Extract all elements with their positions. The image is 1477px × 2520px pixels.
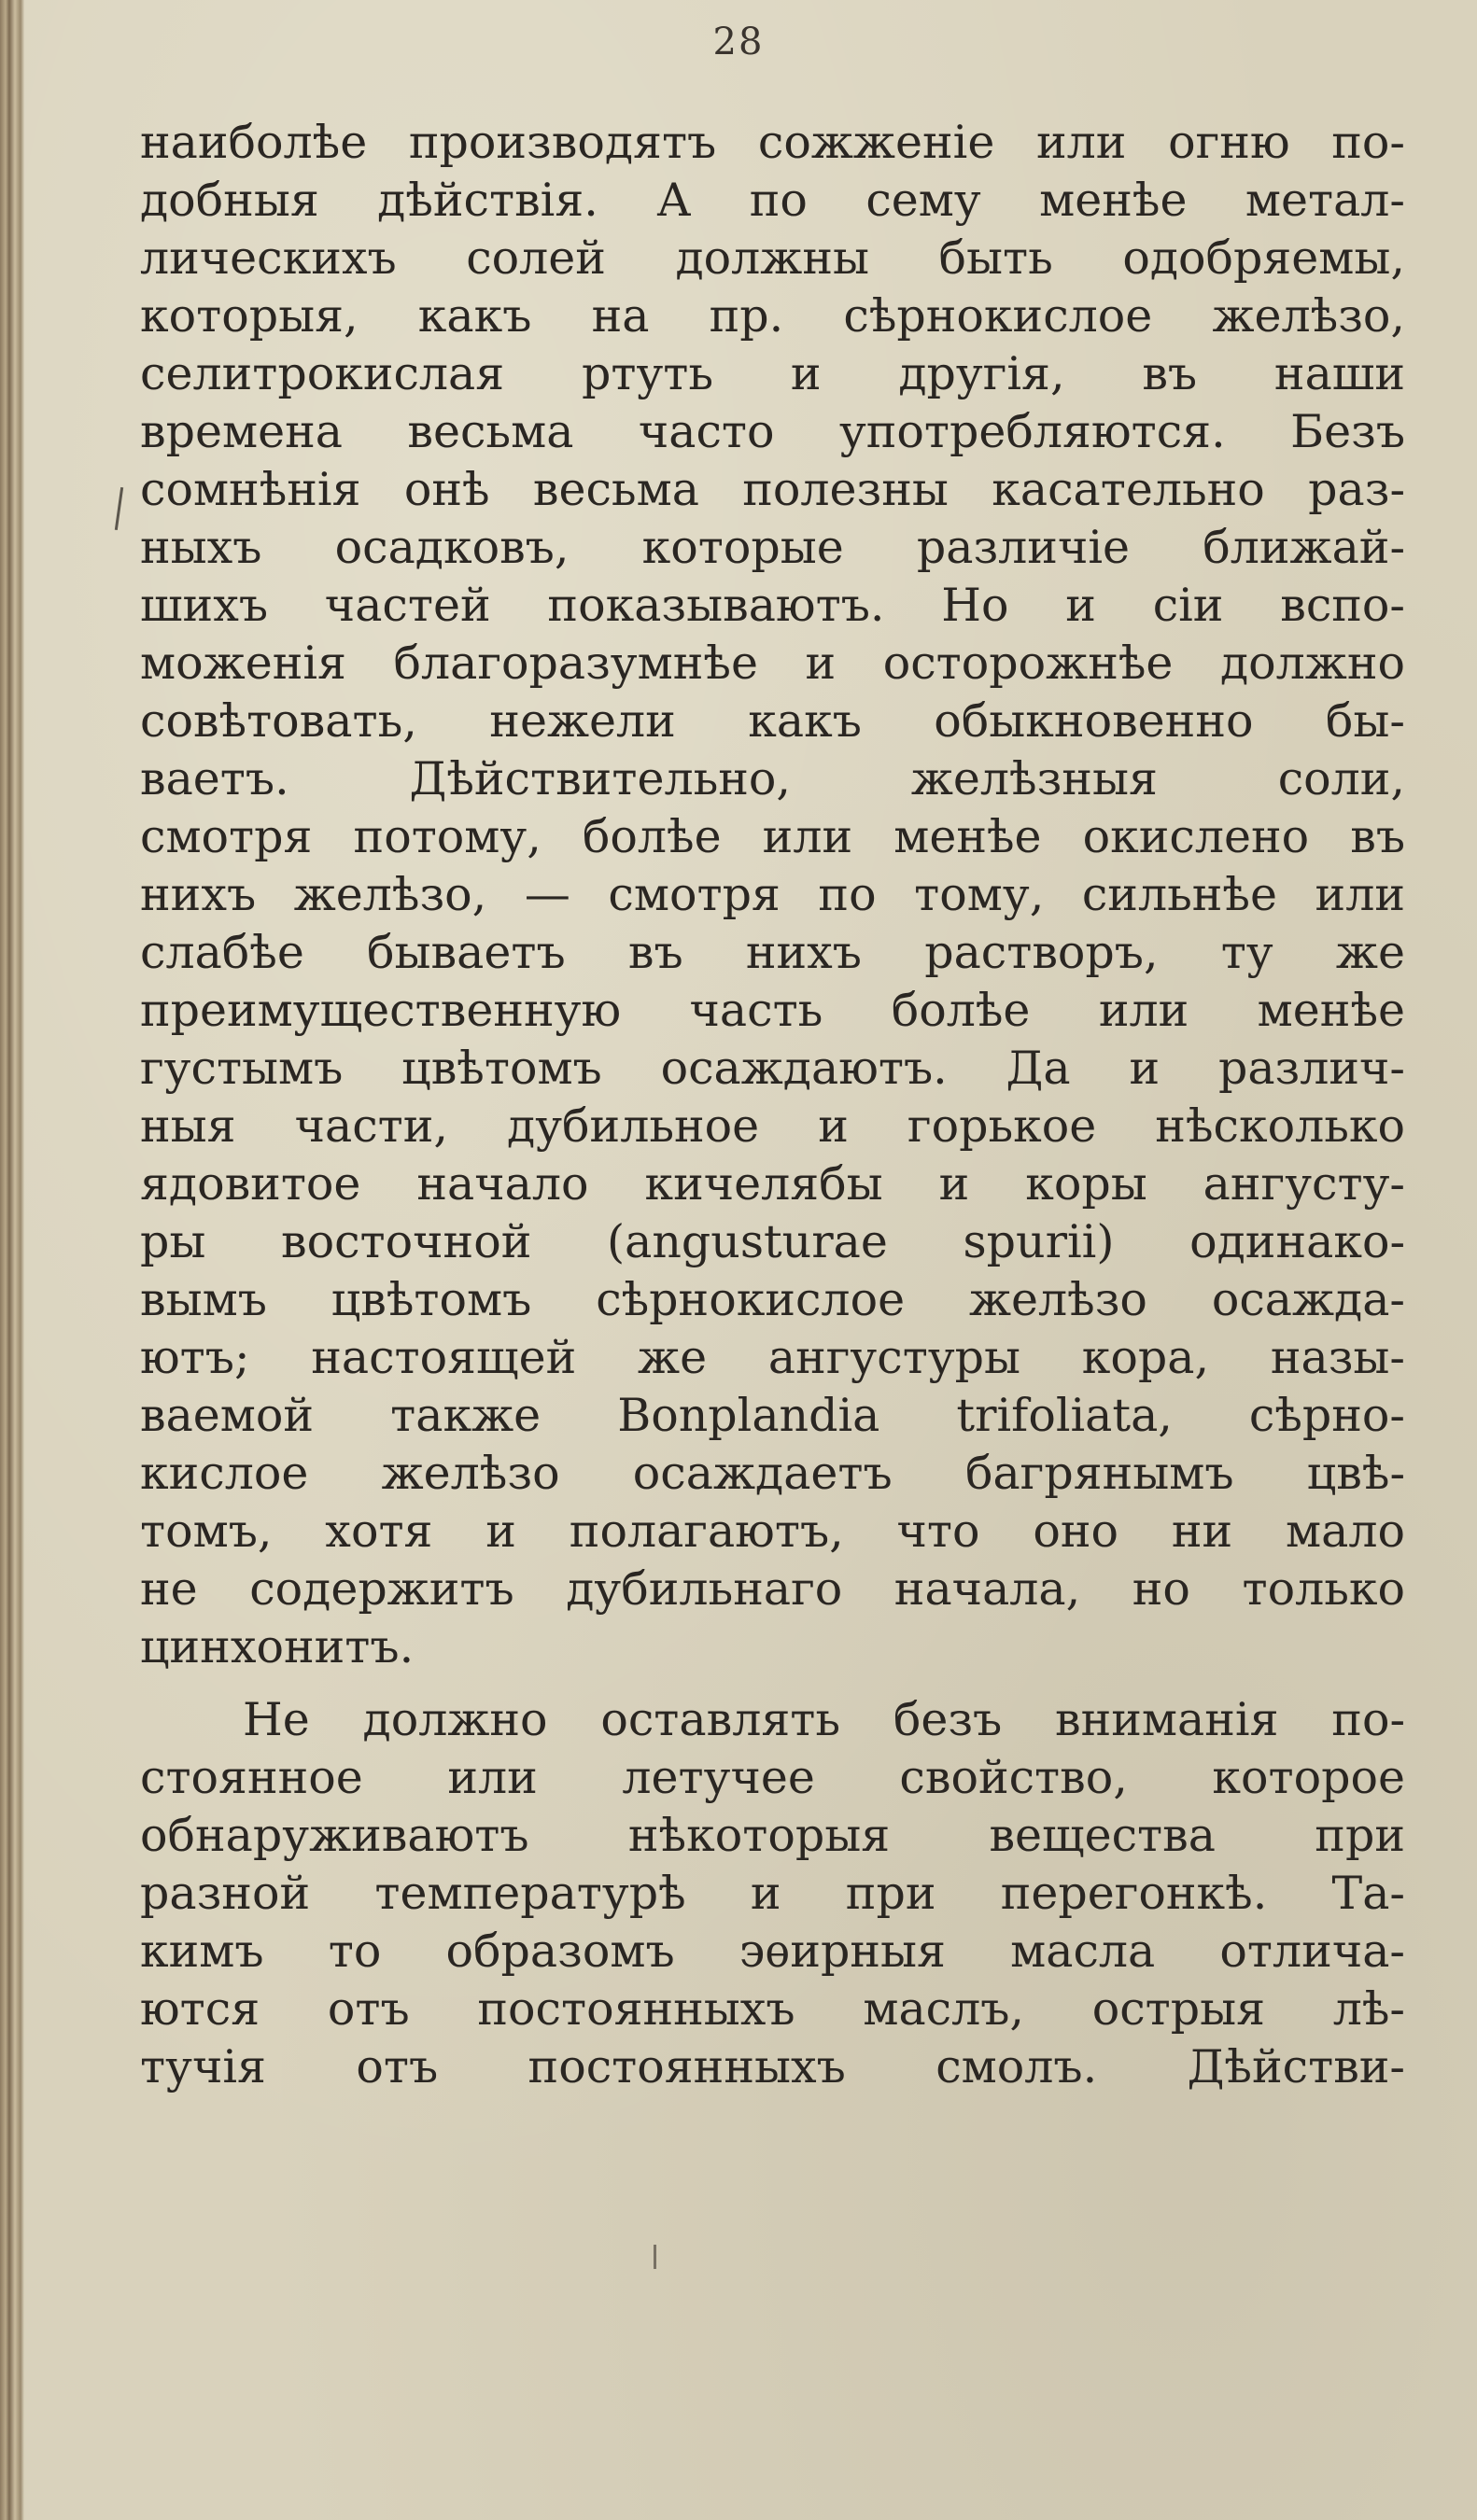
text-line: вымъ цвѣтомъ сѣрнокислое желѣзо осажда- xyxy=(140,1273,1405,1326)
text-line: шихъ частей показываютъ. Но и сіи вспо- xyxy=(140,579,1405,632)
text-line: Не должно оставлять безъ вниманія по- xyxy=(243,1693,1405,1746)
text-line: наиболѣе производятъ сожженіе или огню по- xyxy=(140,116,1405,169)
text-line: ныхъ осадковъ, которые различіе ближай- xyxy=(140,521,1405,574)
text-line: кислое желѣзо осаждаетъ багрянымъ цвѣ- xyxy=(140,1447,1405,1500)
text-line: ваемой также Bonplandia trifoliata, сѣрно- xyxy=(140,1389,1405,1442)
text-line: ются отъ постоянныхъ маслъ, острыя лѣ- xyxy=(140,1982,1405,2036)
paragraph-1 xyxy=(140,114,1405,1676)
text-line: ютъ; настоящей же ангустуры кора, назы- xyxy=(140,1331,1405,1384)
text-line: ры восточной (angusturae spurii) одинако- xyxy=(140,1215,1405,1268)
text-line: которыя, какъ на пр. сѣрнокислое желѣзо, xyxy=(140,289,1405,343)
text-block xyxy=(140,114,1405,2096)
text-line: ныя части, дубильное и горькое нѣсколько xyxy=(140,1099,1405,1153)
text-line: селитрокислая ртуть и другія, въ наши xyxy=(140,347,1405,400)
ink-speck xyxy=(654,2245,656,2269)
text-line: моженія благоразумнѣе и осторожнѣе должно xyxy=(140,637,1405,690)
margin-mark xyxy=(115,487,123,530)
text-line: не содержитъ дубильнаго начала, но только xyxy=(140,1562,1405,1616)
text-line: стоянное или летучее свойство, которое xyxy=(140,1751,1405,1804)
text-line: разной температурѣ и при перегонкѣ. Та- xyxy=(140,1867,1405,1920)
page-number: 28 xyxy=(712,21,765,63)
text-line: густымъ цвѣтомъ осаждаютъ. Да и различ- xyxy=(140,1042,1405,1095)
text-line: сомнѣнія онѣ весьма полезны касательно раз- xyxy=(140,463,1405,516)
text-line: преимущественную часть болѣе или менѣе xyxy=(140,984,1405,1037)
text-line: ваетъ. Дѣйствительно, желѣзныя соли, xyxy=(140,752,1405,805)
text-line: ядовитое начало кичелябы и коры ангусту- xyxy=(140,1157,1405,1211)
text-line: кимъ то образомъ эѳирныя масла отлича- xyxy=(140,1925,1405,1978)
text-line: обнаруживаютъ нѣкоторыя вещества при xyxy=(140,1809,1405,1862)
paragraph-2 xyxy=(140,1691,1405,2096)
text-line: совѣтовать, нежели какъ обыкновенно бы- xyxy=(140,694,1405,748)
text-line: слабѣе бываетъ въ нихъ растворъ, ту же xyxy=(140,926,1405,979)
text-line: цинхонитъ. xyxy=(140,1620,415,1673)
text-line: томъ, хотя и полагаютъ, что оно ни мало xyxy=(140,1505,1405,1558)
text-line: тучія отъ постоянныхъ смолъ. Дѣйстви- xyxy=(140,2040,1405,2093)
binding-edge xyxy=(0,0,24,2520)
paragraph-gap xyxy=(140,1676,1405,1691)
text-line: лическихъ солей должны быть одобряемы, xyxy=(140,231,1405,285)
text-line: смотря потому, болѣе или менѣе окислено въ xyxy=(140,810,1405,863)
text-line: добныя дѣйствія. А по сему менѣе метал- xyxy=(140,174,1405,227)
text-line: нихъ желѣзо, — смотря по тому, сильнѣе или xyxy=(140,868,1405,921)
text-line: времена весьма часто употребляются. Безъ xyxy=(140,405,1405,458)
